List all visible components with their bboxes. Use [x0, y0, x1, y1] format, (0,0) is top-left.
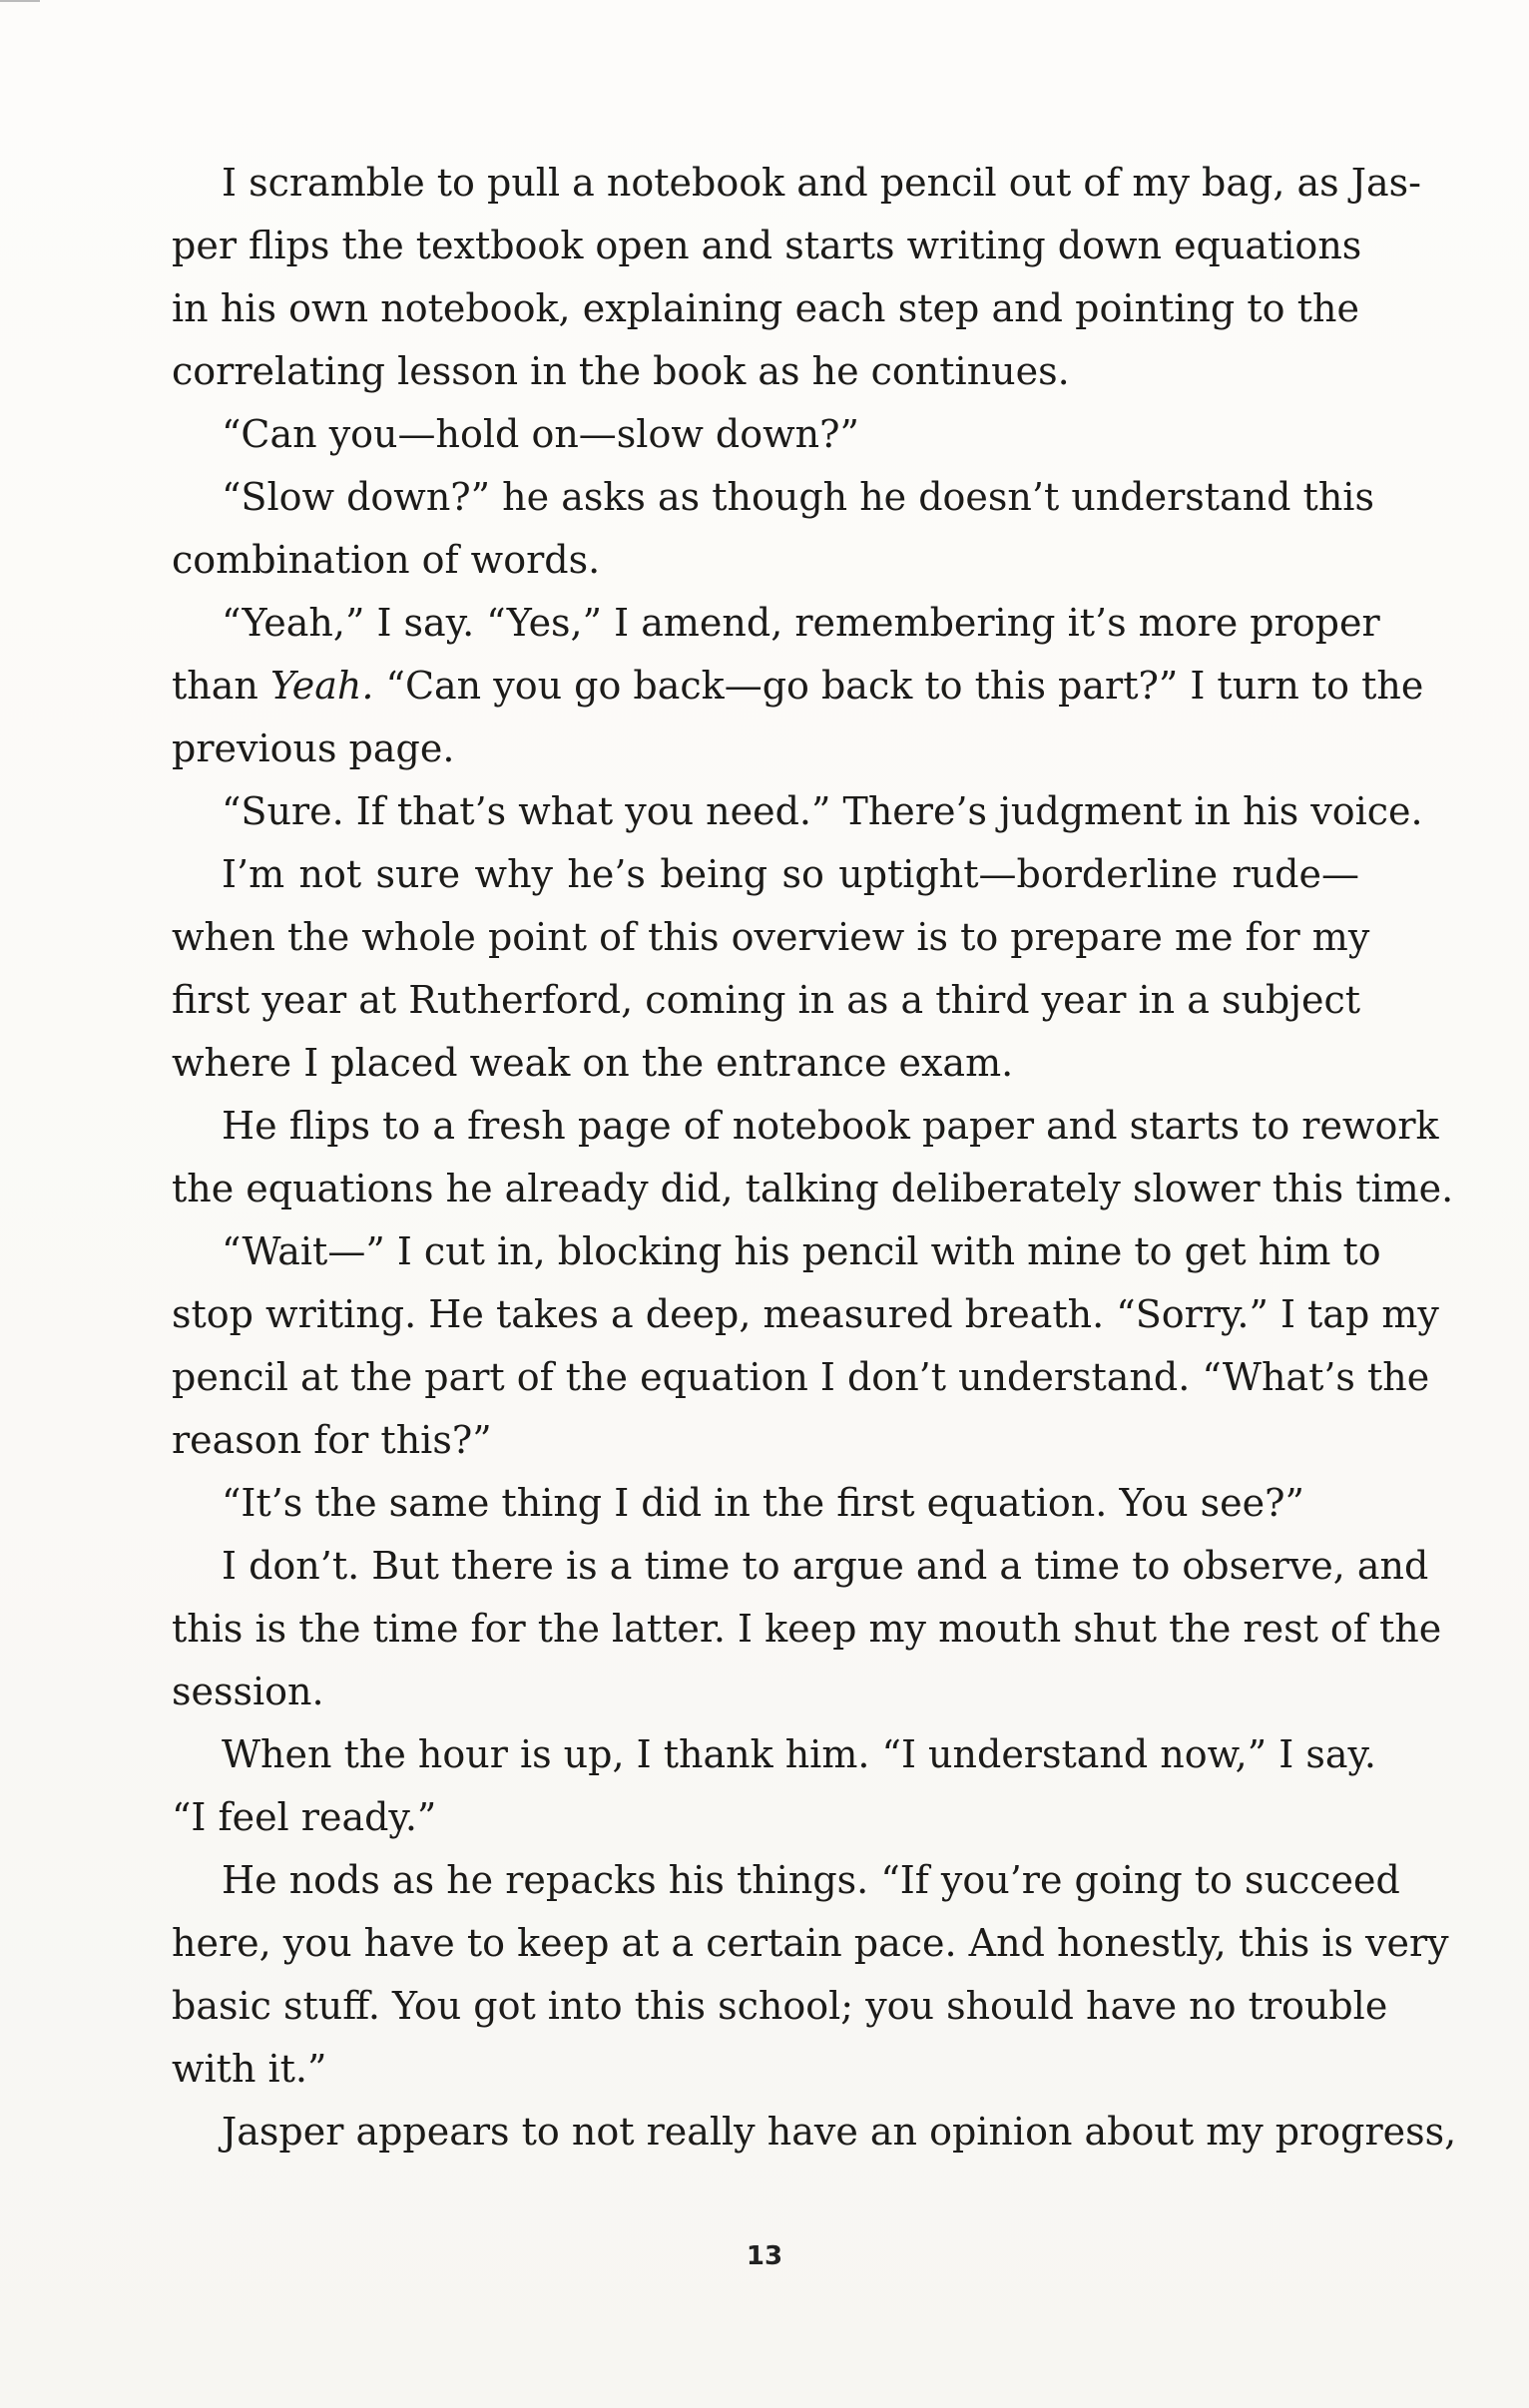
text-line: I scramble to pull a notebook and pencil out of my bag, as Jas-: [222, 161, 1421, 205]
text-line: Jasper appears to not really have an opinion about my progress,: [222, 2110, 1457, 2154]
scan-edge-mark: [0, 0, 40, 2]
text-line: the equations he already did, talking deliberately slower this time.: [172, 1167, 1454, 1210]
text-line: stop writing. He takes a deep, measured breath. “Sorry.” I tap my: [172, 1292, 1439, 1336]
text-line: previous page.: [172, 726, 455, 770]
text-line: session.: [172, 1670, 324, 1713]
page-number: 13: [746, 2241, 783, 2271]
text-line: reason for this?”: [172, 1418, 492, 1462]
text-line: “Yeah,” I say. “Yes,” I amend, remembering it’s more proper: [222, 601, 1380, 645]
text-line: where I placed weak on the entrance exam.: [172, 1041, 1014, 1085]
body-text: [172, 152, 1457, 2164]
text-line: first year at Rutherford, coming in as a third year in a subject: [172, 978, 1361, 1022]
text-line: this is the time for the latter. I keep my mouth shut the rest of the: [172, 1607, 1442, 1651]
text-line: He nods as he repacks his things. “If you’re going to succeed: [222, 1858, 1400, 1902]
text-line: I don’t. But there is a time to argue and a time to observe, and: [222, 1544, 1429, 1588]
text-line: basic stuff. You got into this school; you should have no trouble: [172, 1984, 1388, 2028]
text-line: here, you have to keep at a certain pace. And honestly, this is very: [172, 1921, 1449, 1965]
text-line: “It’s the same thing I did in the first equation. You see?”: [222, 1481, 1304, 1525]
text-line: I’m not sure why he’s being so uptight—borderline rude—: [222, 852, 1359, 896]
text-line: pencil at the part of the equation I don’t understand. “What’s the: [172, 1355, 1430, 1399]
text-line: “Slow down?” he asks as though he doesn’t understand this: [222, 475, 1374, 519]
text-line: correlating lesson in the book as he continues.: [172, 349, 1070, 393]
text-line: than Yeah. “Can you go back—go back to this part?” I turn to the: [172, 664, 1424, 708]
text-line: “Wait—” I cut in, blocking his pencil with mine to get him to: [222, 1229, 1381, 1273]
text-line: in his own notebook, explaining each step and pointing to the: [172, 286, 1359, 330]
text-line: “Can you—hold on—slow down?”: [222, 412, 859, 456]
text-line: “I feel ready.”: [172, 1795, 437, 1839]
text-line: per flips the textbook open and starts writing down equations: [172, 224, 1362, 267]
text-line: When the hour is up, I thank him. “I understand now,” I say.: [222, 1732, 1376, 1776]
text-line: “Sure. If that’s what you need.” There’s judgment in his voice.: [222, 789, 1423, 833]
text-line: with it.”: [172, 2047, 327, 2091]
text-line: when the whole point of this overview is to prepare me for my: [172, 915, 1370, 959]
text-line: He flips to a fresh page of notebook paper and starts to rework: [222, 1104, 1439, 1148]
text-line: combination of words.: [172, 538, 601, 582]
